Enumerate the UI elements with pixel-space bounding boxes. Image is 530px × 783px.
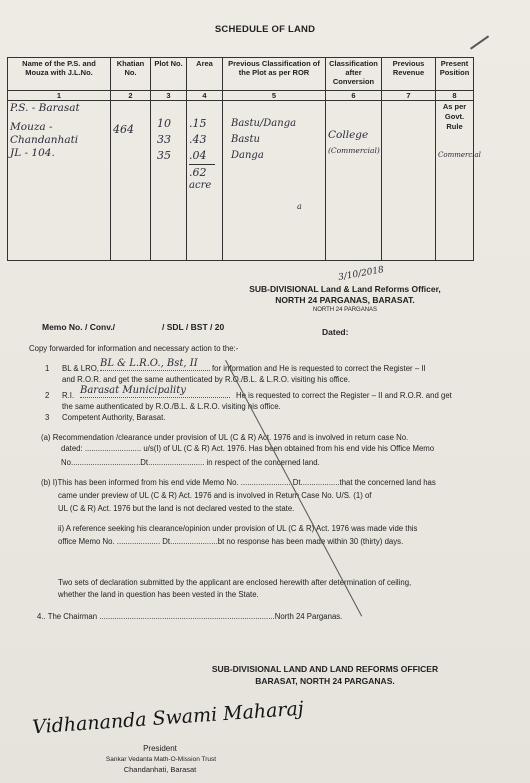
- declaration-line: whether the land in question has been vested in the State.: [58, 590, 259, 599]
- post-class-note: (Commercial): [328, 146, 380, 155]
- jl-number: JL - 104.: [10, 147, 55, 159]
- present-position-hand: Commercial: [438, 151, 481, 159]
- table-row: [8, 101, 474, 261]
- col-header-ps-mouza: Name of the P.S. and Mouza with J.L.No.: [8, 58, 111, 91]
- para-a-line: dated: .......................... u/s(I) of UL (C & R) Act. 1976. Has been obtained from his end vide his Office Memo: [61, 444, 435, 453]
- sdo-line3: NORTH 24 PARGANAS: [312, 307, 378, 313]
- prev-class-value: Danga: [231, 150, 264, 161]
- col-header-present-position: Present Position: [436, 58, 474, 91]
- item-4-line: 4.. The Chairman .................................................................................North 24 Parganas.: [37, 612, 343, 621]
- para-a-line: No................................Dt.......................... in respect of the concerned land.: [61, 458, 320, 467]
- col-number: 3: [151, 91, 187, 101]
- memo-dated: Dated:: [322, 327, 349, 337]
- sdo-header: [230, 284, 460, 314]
- item-rest: for information and He is requested to correct the Register – II: [212, 364, 426, 373]
- post-class-value: College: [328, 129, 369, 141]
- sdo-line2: NORTH 24 PARGANAS, BARASAT.: [275, 295, 415, 305]
- declaration-line: Two sets of declaration submitted by the applicant are enclosed herewith after determination of ceiling,: [58, 578, 412, 587]
- para-b-line: UL (C & R) Act. 1976 but the land is not declared vested to the state.: [58, 504, 295, 513]
- pen-stroke-line: [470, 35, 489, 49]
- officer-line1: SUB-DIVISIONAL LAND AND LAND REFORMS OFFICER: [211, 664, 439, 674]
- area-cell: [187, 101, 223, 261]
- memo-label: Memo No. / Conv./: [42, 322, 116, 332]
- sdo-line1: SUB-DIVISIONAL Land & Land Reforms Officer,: [249, 284, 441, 294]
- signature-place: Chandanhati, Barasat: [123, 765, 197, 774]
- col-number: 5: [223, 91, 326, 101]
- present-position-cell: [436, 101, 481, 261]
- memo-code: / SDL / BST / 20: [162, 322, 225, 332]
- col-number: 8: [436, 91, 474, 101]
- col-header-plot: Plot No.: [151, 58, 187, 91]
- col-header-post-class: Classification after Conversion: [326, 58, 382, 91]
- para-a-line: (a) Recommendation /clearance under provision of UL (C & R) Act. 1976 and is involved in return case No.: [41, 433, 409, 442]
- intro-line: Copy forwarded for information and necessary action to the:-: [29, 344, 239, 353]
- para-b2-line: office Memo No. .................... Dt......................bt no response has been made within 30 (thirty) days.: [58, 537, 404, 546]
- para-b-line: came under preview of UL (C & R) Act. 1976 and is involved in Return Case No. U/S. (1) of: [58, 491, 372, 500]
- item-rest: He is requested to correct the Register – II and R.O.R. and get: [236, 391, 452, 400]
- present-position-text: As per: [442, 102, 467, 111]
- area-value: .15: [189, 117, 207, 130]
- area-value: .04: [189, 148, 215, 165]
- item-text: R.I.: [62, 391, 75, 400]
- plot-number: 35: [157, 149, 171, 162]
- plot-number: 10: [157, 117, 171, 130]
- col-number: 6: [326, 91, 382, 101]
- col-header-prev-class: Previous Classification of the Plot as per ROR: [223, 58, 326, 91]
- plot-number: 33: [157, 133, 171, 146]
- post-class-cell: [326, 101, 382, 261]
- col-header-area: Area: [187, 58, 223, 91]
- area-unit: acre: [189, 180, 212, 191]
- plot-cell: [151, 101, 187, 261]
- item-text: Competent Authority, Barasat.: [62, 413, 166, 422]
- item-number: 2: [45, 391, 50, 400]
- area-total: .62: [189, 166, 207, 179]
- item-hand: Barasat Municipality: [80, 386, 230, 398]
- present-position-text: Govt.: [444, 112, 465, 121]
- item-text: BL & LRO,: [62, 364, 99, 373]
- col-header-khatian: Khatian No.: [111, 58, 151, 91]
- officer-line2: BARASAT, NORTH 24 PARGANAS.: [255, 676, 395, 686]
- prev-class-value: Bastu: [231, 134, 260, 145]
- table-number-row: [8, 91, 474, 101]
- item-cont: and R.O.R. and get the same authenticated by R.O./B.L. & L.R.O. visiting his office.: [62, 375, 351, 384]
- item-number: 3: [45, 413, 50, 422]
- stray-mark: a: [297, 202, 302, 211]
- khatian-cell: [111, 101, 151, 261]
- item-number: 1: [45, 364, 50, 373]
- schedule-table: [7, 57, 481, 261]
- signature-title: President: [143, 744, 177, 753]
- ps-mouza-cell: [8, 101, 111, 261]
- signature-org: Sankar Vedanta Math-O-Mission Trust: [105, 756, 217, 763]
- para-b-line: (b) I)This has been informed from his end vide Memo No. ........................Dt..................that the concerned land has: [41, 478, 436, 487]
- present-position-text: Rule: [446, 122, 463, 131]
- col-number: 7: [382, 91, 436, 101]
- table-header-row: [8, 58, 474, 91]
- para-b2-line: ii) A reference seeking his clearance/opinion under provision of UL (C & R) Act. 1976 was made vide this: [58, 524, 418, 533]
- area-value: .43: [189, 133, 207, 146]
- col-number: 1: [8, 91, 111, 101]
- item-hand: BL & L.R.O., Bst, II: [100, 359, 210, 371]
- officer-footer: [205, 663, 445, 687]
- khatian-number: 464: [113, 123, 134, 136]
- col-number: 4: [187, 91, 223, 101]
- document-title: SCHEDULE OF LAND: [214, 24, 316, 35]
- mouza-line: Mouza -: [10, 121, 53, 133]
- col-header-prev-revenue: Previous Revenue: [382, 58, 436, 91]
- prev-class-value: Bastu/Danga: [231, 118, 297, 129]
- prev-revenue-cell: [382, 101, 436, 261]
- mouza-name: Chandanhati: [10, 134, 79, 146]
- received-date: 3/10/2018: [337, 265, 385, 283]
- signature-handwriting: Vidhananda Swami Maharaj: [31, 697, 305, 739]
- item-cont: the same authenticated by R.O./B.L. & L.R.O. visiting his office.: [62, 402, 281, 411]
- prev-class-cell: [223, 101, 326, 261]
- col-number: 2: [111, 91, 151, 101]
- ps-line: P.S. - Barasat: [10, 102, 80, 114]
